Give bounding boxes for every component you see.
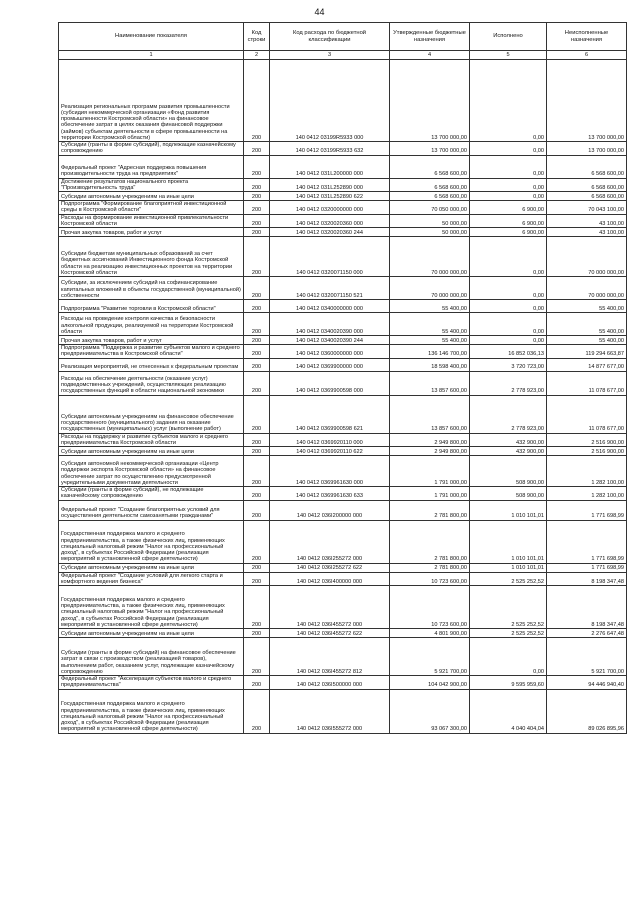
row-budget-code: 140 0412 036I400000 000 <box>270 572 390 586</box>
table-row <box>59 689 627 733</box>
row-unexecuted: 6 568 600,00 <box>547 155 627 178</box>
row-code: 200 <box>244 629 270 638</box>
table-row <box>59 433 627 447</box>
row-unexecuted: 14 877 677,00 <box>547 358 627 371</box>
row-name: Субсидии (гранты в форме субсидий) на финансовое обеспечение затрат в связи с производством (реализацией товаров), выполнением работ, оказанием услуг, подлежащие казначейскому сопровождению <box>59 638 244 676</box>
row-unexecuted: 6 568 600,00 <box>547 178 627 192</box>
row-approved: 6 568 600,00 <box>390 178 470 192</box>
row-name: Субсидия автономной некоммерческой организации «Центр поддержки экспорта Костромской области» на финансовое обеспечение затрат по осуществлению предусмотренной учредительными документами деятельности <box>59 456 244 487</box>
row-executed: 9 595 959,60 <box>470 676 547 690</box>
row-approved: 13 700 000,00 <box>390 60 470 142</box>
row-executed: 432 900,00 <box>470 447 547 456</box>
table-row <box>59 336 627 345</box>
row-unexecuted: 55 400,00 <box>547 336 627 345</box>
row-budget-code: 140 0412 0369961630 000 <box>270 456 390 487</box>
row-approved: 10 723 600,00 <box>390 586 470 629</box>
row-code: 200 <box>244 520 270 563</box>
row-executed: 0,00 <box>470 237 547 277</box>
row-code: 200 <box>244 313 270 336</box>
row-executed: 2 778 923,00 <box>470 395 547 433</box>
row-budget-code: 140 0412 0340020390 000 <box>270 313 390 336</box>
table-row <box>59 358 627 371</box>
row-code: 200 <box>244 371 270 395</box>
row-budget-code: 140 0412 0369900598 621 <box>270 395 390 433</box>
row-code: 200 <box>244 586 270 629</box>
header-budget-code: Код расхода по бюджетной классификации <box>270 23 390 51</box>
table-row <box>59 277 627 300</box>
row-executed: 4 040 404,04 <box>470 689 547 733</box>
column-numbers-row <box>59 51 627 60</box>
table-row <box>59 192 627 201</box>
row-name: Расходы на проведение контроля качества и безопасности алкогольной продукции, реализуемой на территории Костромской области <box>59 313 244 336</box>
row-unexecuted: 1 282 100,00 <box>547 487 627 501</box>
row-name: Подпрограмма "Формирование благоприятной инвестиционной среды в Костромской области" <box>59 201 244 215</box>
row-code: 200 <box>244 638 270 676</box>
row-code: 200 <box>244 572 270 586</box>
table-row <box>59 214 627 228</box>
row-code: 200 <box>244 563 270 572</box>
row-approved: 93 067 300,00 <box>390 689 470 733</box>
row-code: 200 <box>244 336 270 345</box>
row-name: Достижение результатов национального проекта "Производительность труда" <box>59 178 244 192</box>
row-executed: 432 900,00 <box>470 433 547 447</box>
row-unexecuted: 55 400,00 <box>547 300 627 313</box>
header-indicator-name: Наименование показателя <box>59 23 244 51</box>
row-approved: 13 700 000,00 <box>390 142 470 156</box>
row-approved: 104 042 900,00 <box>390 676 470 690</box>
row-code: 200 <box>244 60 270 142</box>
row-executed: 6 900,00 <box>470 214 547 228</box>
row-name: Расходы на формирование инвестиционной привлекательности Костромской области <box>59 214 244 228</box>
row-approved: 136 146 700,00 <box>390 345 470 359</box>
row-budget-code: 140 0412 0320020360 244 <box>270 228 390 237</box>
row-code: 200 <box>244 228 270 237</box>
row-budget-code: 140 0412 0320020360 000 <box>270 214 390 228</box>
table-row <box>59 237 627 277</box>
row-executed: 0,00 <box>470 336 547 345</box>
row-budget-code: 140 0412 036I555272 000 <box>270 689 390 733</box>
row-unexecuted: 2 276 647,48 <box>547 629 627 638</box>
row-approved: 1 791 000,00 <box>390 456 470 487</box>
row-budget-code: 140 0412 03199R5933 632 <box>270 142 390 156</box>
row-code: 200 <box>244 192 270 201</box>
row-approved: 18 598 400,00 <box>390 358 470 371</box>
row-unexecuted: 55 400,00 <box>547 313 627 336</box>
row-executed: 508 900,00 <box>470 456 547 487</box>
row-approved: 55 400,00 <box>390 313 470 336</box>
row-executed: 0,00 <box>470 60 547 142</box>
row-approved: 55 400,00 <box>390 336 470 345</box>
row-code: 200 <box>244 447 270 456</box>
row-executed: 3 720 723,00 <box>470 358 547 371</box>
row-name: Подпрограмма "Развитие торговли в Костромской области" <box>59 300 244 313</box>
header-executed: Исполнено <box>470 23 547 51</box>
row-code: 200 <box>244 142 270 156</box>
table-row <box>59 142 627 156</box>
row-code: 200 <box>244 500 270 520</box>
row-name: Субсидии автономным учреждениям на иные цели <box>59 447 244 456</box>
row-executed: 2 778 923,00 <box>470 371 547 395</box>
row-name: Подпрограмма "Поддержка и развитие субъектов малого и среднего предпринимательства в Костромской области" <box>59 345 244 359</box>
row-approved: 55 400,00 <box>390 300 470 313</box>
row-unexecuted: 70 000 000,00 <box>547 237 627 277</box>
row-approved: 10 723 600,00 <box>390 572 470 586</box>
row-code: 200 <box>244 358 270 371</box>
row-executed: 0,00 <box>470 313 547 336</box>
row-approved: 2 949 800,00 <box>390 447 470 456</box>
row-budget-code: 140 0412 036I455272 000 <box>270 586 390 629</box>
row-code: 200 <box>244 201 270 215</box>
table-row <box>59 456 627 487</box>
row-approved: 70 000 000,00 <box>390 277 470 300</box>
row-unexecuted: 43 100,00 <box>547 214 627 228</box>
row-executed: 2 525 252,52 <box>470 572 547 586</box>
row-code: 200 <box>244 487 270 501</box>
row-unexecuted: 13 700 000,00 <box>547 60 627 142</box>
row-executed: 0,00 <box>470 300 547 313</box>
row-budget-code: 140 0412 0369900000 000 <box>270 358 390 371</box>
table-row <box>59 520 627 563</box>
header-approved: Утвержденные бюджетные назначения <box>390 23 470 51</box>
row-name: Федеральный проект "Адресная поддержка повышения производительности труда на предприятиях" <box>59 155 244 178</box>
table-row <box>59 572 627 586</box>
row-unexecuted: 11 078 677,00 <box>547 371 627 395</box>
row-unexecuted: 2 516 900,00 <box>547 433 627 447</box>
row-unexecuted: 43 100,00 <box>547 228 627 237</box>
table-row <box>59 313 627 336</box>
row-name: Субсидии, за исключением субсидий на софинансирование капитальных вложений в объекты государственной (муниципальной) собственности <box>59 277 244 300</box>
row-approved: 6 568 600,00 <box>390 192 470 201</box>
row-unexecuted: 70 043 100,00 <box>547 201 627 215</box>
row-approved: 13 857 600,00 <box>390 371 470 395</box>
row-name: Реализация мероприятий, не отнесенных к федеральным проектам <box>59 358 244 371</box>
row-code: 200 <box>244 689 270 733</box>
row-unexecuted: 11 078 677,00 <box>547 395 627 433</box>
row-unexecuted: 1 771 698,99 <box>547 500 627 520</box>
row-unexecuted: 1 282 100,00 <box>547 456 627 487</box>
column-number: 2 <box>244 51 270 60</box>
row-budget-code: 140 0412 036I255272 000 <box>270 520 390 563</box>
table-row <box>59 676 627 690</box>
row-name: Субсидии автономным учреждениям на иные цели <box>59 563 244 572</box>
row-executed: 0,00 <box>470 155 547 178</box>
row-name: Расходы на обеспечение деятельности (оказание услуг) подведомственных учреждений, осуществляющих реализацию государственных функций в области национальной экономики <box>59 371 244 395</box>
row-executed: 1 010 101,01 <box>470 563 547 572</box>
column-number: 3 <box>270 51 390 60</box>
row-approved: 13 857 600,00 <box>390 395 470 433</box>
table-row <box>59 371 627 395</box>
row-budget-code: 140 0412 0369920110 000 <box>270 433 390 447</box>
row-budget-code: 140 0412 036I455272 622 <box>270 629 390 638</box>
row-executed: 16 852 036,13 <box>470 345 547 359</box>
row-budget-code: 140 0412 0369900598 000 <box>270 371 390 395</box>
row-budget-code: 140 0412 036I200000 000 <box>270 500 390 520</box>
table-row <box>59 178 627 192</box>
row-name: Субсидии (гранты в форме субсидий), не подлежащие казначейскому сопровождению <box>59 487 244 501</box>
table-row <box>59 60 627 142</box>
row-code: 200 <box>244 237 270 277</box>
row-executed: 2 525 252,52 <box>470 586 547 629</box>
budget-execution-table <box>58 22 627 734</box>
row-unexecuted: 8 198 347,48 <box>547 572 627 586</box>
header-line-code: Код строки <box>244 23 270 51</box>
row-approved: 70 000 000,00 <box>390 237 470 277</box>
table-row <box>59 638 627 676</box>
page-number: 44 <box>314 7 325 17</box>
row-unexecuted: 6 568 600,00 <box>547 192 627 201</box>
row-name: Государственная поддержка малого и среднего предпринимательства, а также физических лиц, применяющих специальный налоговый режим "Налог на профессиональный доход", в субъектах Российской Федерации (реализация мероприятий в установленной сфере деятельности) <box>59 520 244 563</box>
row-code: 200 <box>244 300 270 313</box>
row-budget-code: 140 0412 036I500000 000 <box>270 676 390 690</box>
row-budget-code: 140 0412 0320071150 000 <box>270 237 390 277</box>
row-code: 200 <box>244 178 270 192</box>
row-executed: 1 010 101,01 <box>470 520 547 563</box>
table-row <box>59 500 627 520</box>
row-approved: 6 568 600,00 <box>390 155 470 178</box>
row-unexecuted: 70 000 000,00 <box>547 277 627 300</box>
row-budget-code: 140 0412 0369920110 622 <box>270 447 390 456</box>
row-executed: 1 010 101,01 <box>470 500 547 520</box>
row-code: 200 <box>244 395 270 433</box>
row-code: 200 <box>244 345 270 359</box>
row-unexecuted: 13 700 000,00 <box>547 142 627 156</box>
row-budget-code: 140 0412 036I455272 812 <box>270 638 390 676</box>
row-code: 200 <box>244 155 270 178</box>
table-row <box>59 447 627 456</box>
row-unexecuted: 119 294 663,87 <box>547 345 627 359</box>
table-row <box>59 228 627 237</box>
row-executed: 0,00 <box>470 192 547 201</box>
row-unexecuted: 1 771 698,99 <box>547 563 627 572</box>
row-name: Федеральный проект "Создание условий для легкого старта и комфортного ведения бизнеса" <box>59 572 244 586</box>
row-code: 200 <box>244 676 270 690</box>
row-name: Государственная поддержка малого и среднего предпринимательства, а также физических лиц, применяющих специальный налоговый режим "Налог на профессиональный доход", в субъектах Российской Федерации (реализация мероприятий в установленной сфере деятельности) <box>59 689 244 733</box>
row-name: Прочая закупка товаров, работ и услуг <box>59 228 244 237</box>
row-budget-code: 140 0412 0320000000 000 <box>270 201 390 215</box>
row-approved: 5 921 700,00 <box>390 638 470 676</box>
table-row <box>59 155 627 178</box>
row-unexecuted: 94 446 940,40 <box>547 676 627 690</box>
row-unexecuted: 89 026 895,96 <box>547 689 627 733</box>
row-executed: 0,00 <box>470 178 547 192</box>
header-unexecuted: Неисполненные назначения <box>547 23 627 51</box>
row-name: Федеральный проект "Акселерация субъектов малого и среднего предпринимательства" <box>59 676 244 690</box>
row-code: 200 <box>244 277 270 300</box>
row-unexecuted: 8 198 347,48 <box>547 586 627 629</box>
row-name: Субсидии автономным учреждениям на финансовое обеспечение государственного (муниципального) задания на оказание государственных (муниципальных) услуг (выполнение работ) <box>59 395 244 433</box>
table-row <box>59 201 627 215</box>
table-row <box>59 487 627 501</box>
row-executed: 6 900,00 <box>470 228 547 237</box>
row-name: Субсидии (гранты в форме субсидий), подлежащие казначейскому сопровождению <box>59 142 244 156</box>
table-row <box>59 300 627 313</box>
row-executed: 508 900,00 <box>470 487 547 501</box>
row-budget-code: 140 0412 031L252890 000 <box>270 178 390 192</box>
row-name: Субсидии автономным учреждениям на иные цели <box>59 192 244 201</box>
row-budget-code: 140 0412 036I255272 622 <box>270 563 390 572</box>
row-budget-code: 140 0412 0369961630 633 <box>270 487 390 501</box>
table-row <box>59 563 627 572</box>
column-number: 6 <box>547 51 627 60</box>
row-code: 200 <box>244 214 270 228</box>
row-approved: 4 801 900,00 <box>390 629 470 638</box>
row-name: Государственная поддержка малого и среднего предпринимательства, а также физических лиц, применяющих специальный налоговый режим "Налог на профессиональный доход", в субъектах Российской Федерации (реализация мероприятий в установленной сфере деятельности) <box>59 586 244 629</box>
row-name: Прочая закупка товаров, работ и услуг <box>59 336 244 345</box>
column-number: 1 <box>59 51 244 60</box>
row-budget-code: 140 0412 031L252890 622 <box>270 192 390 201</box>
row-name: Реализация региональных программ развития промышленности (субсидия некоммерческой организации «Фонд развития промышленности Костромской области» на финансовое обеспечение затрат в целях оказания финансовой поддержки (займов) субъектам деятельности в сфере промышленности на территории Костромской области) <box>59 60 244 142</box>
row-budget-code: 140 0412 0360000000 000 <box>270 345 390 359</box>
row-budget-code: 140 0412 03199R5933 000 <box>270 60 390 142</box>
row-approved: 2 781 800,00 <box>390 520 470 563</box>
row-code: 200 <box>244 433 270 447</box>
table-row <box>59 345 627 359</box>
row-approved: 2 781 800,00 <box>390 563 470 572</box>
row-approved: 2 949 800,00 <box>390 433 470 447</box>
row-executed: 0,00 <box>470 277 547 300</box>
row-approved: 2 781 800,00 <box>390 500 470 520</box>
row-unexecuted: 1 771 698,99 <box>547 520 627 563</box>
row-executed: 2 525 252,52 <box>470 629 547 638</box>
row-approved: 50 000,00 <box>390 228 470 237</box>
row-unexecuted: 2 516 900,00 <box>547 447 627 456</box>
row-code: 200 <box>244 456 270 487</box>
table-row <box>59 586 627 629</box>
row-name: Субсидии бюджетам муниципальных образований за счет бюджетных ассигнований Инвестиционного фонда Костромской области на реализацию инвестиционных проектов на территории Костромской области <box>59 237 244 277</box>
row-name: Федеральный проект "Создание благоприятных условий для осуществления деятельности самозанятыми гражданами" <box>59 500 244 520</box>
row-approved: 70 050 000,00 <box>390 201 470 215</box>
row-name: Расходы на поддержку и развитие субъектов малого и среднего предпринимательства Костромской области <box>59 433 244 447</box>
row-budget-code: 140 0412 0340020390 244 <box>270 336 390 345</box>
table-header-row <box>59 23 627 51</box>
row-budget-code: 140 0412 0320071150 521 <box>270 277 390 300</box>
row-budget-code: 140 0412 031L200000 000 <box>270 155 390 178</box>
row-executed: 0,00 <box>470 638 547 676</box>
row-executed: 0,00 <box>470 142 547 156</box>
row-name: Субсидии автономным учреждениям на иные цели <box>59 629 244 638</box>
table-row <box>59 629 627 638</box>
row-unexecuted: 5 921 700,00 <box>547 638 627 676</box>
row-approved: 1 791 000,00 <box>390 487 470 501</box>
row-budget-code: 140 0412 0340000000 000 <box>270 300 390 313</box>
column-number: 4 <box>390 51 470 60</box>
row-approved: 50 000,00 <box>390 214 470 228</box>
row-executed: 6 900,00 <box>470 201 547 215</box>
column-number: 5 <box>470 51 547 60</box>
table-row <box>59 395 627 433</box>
